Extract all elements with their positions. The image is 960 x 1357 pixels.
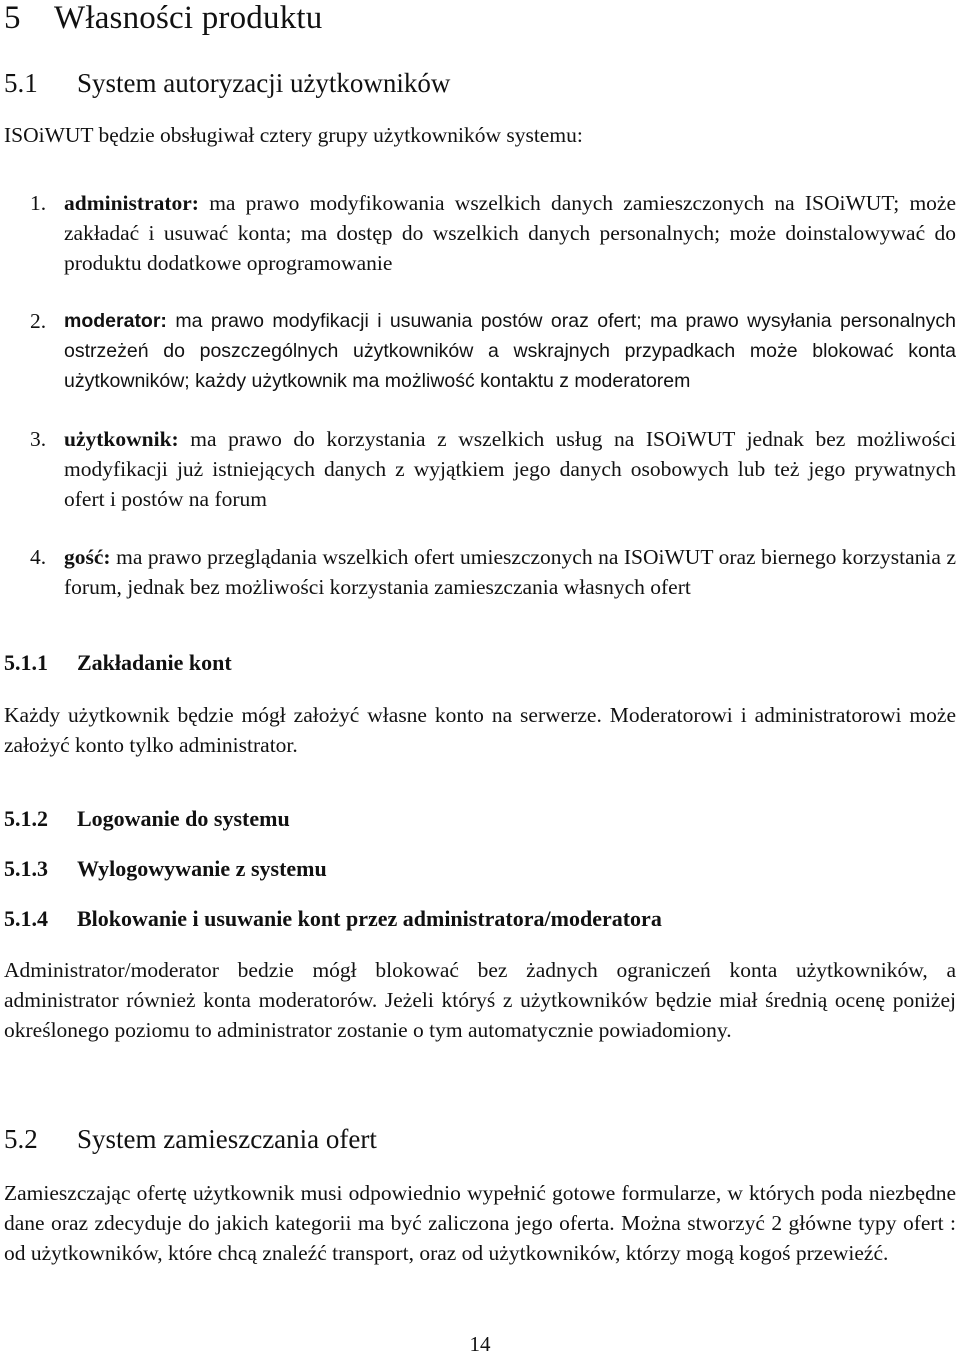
subsubsection-heading [4,906,662,932]
list-term: gość: [64,545,111,569]
list-marker: 4. [30,545,47,569]
subsubsection-heading [4,856,327,882]
subsubsection-title: Wylogowywanie z systemu [77,856,327,881]
intro-paragraph: ISOiWUT będzie obsługiwał cztery grupy użytkowników systemu: [4,123,583,147]
paragraph: Każdy użytkownik będzie mógł założyć własne konto na serwerze. Moderatorowi i administratorowi może założyć konto tylko administrator. [4,703,956,757]
subsection-title: System zamieszczania ofert [77,1124,377,1154]
list-item [4,424,956,514]
list-text: ma prawo przeglądania wszelkich ofert umieszczonych na ISOiWUT oraz biernego korzystania z forum, jednak bez możliwości korzystania zamieszczania własnych ofert [64,545,956,599]
section-number: 5 [4,0,21,36]
subsubsection-title: Blokowanie i usuwanie kont przez administratora/moderatora [77,906,662,931]
subsubsection-title: Zakładanie kont [77,650,232,675]
subsubsection-number: 5.1.1 [4,650,48,675]
subsubsection-heading [4,806,290,832]
list-text: ma prawo modyfikowania wszelkich danych zamieszczonych na ISOiWUT; może zakładać i usuwać konta; ma dostęp do wszelkich danych personalnych; może doinstalowywać do produktu dodatkowe oprogramowanie [64,191,957,275]
list-item [4,188,956,278]
page-number: 14 [469,1332,491,1356]
section-title: Własności produktu [54,0,323,36]
subsubsection-number: 5.1.3 [4,856,48,881]
subsection-heading [4,1124,377,1155]
list-marker: 2. [30,309,47,333]
list-item [4,306,956,396]
subsection-number: 5.1 [4,68,38,98]
list-item [4,542,956,602]
subsection-heading [4,68,450,99]
subsection-title: System autoryzacji użytkowników [77,68,451,98]
subsubsection-number: 5.1.2 [4,806,48,831]
paragraph: Zamieszczając ofertę użytkownik musi odpowiednio wypełnić gotowe formularze, w których poda niezbędne dane oraz zdecyduje do jakich kategorii ma być zaliczona jego oferta. Można stworzyć 2 główne typy ofert : od użytkowników, które chcą znaleźć transport, oraz od użytkowników, którzy mogą kogoś przewieźć. [4,1181,956,1265]
list-term: użytkownik: [64,427,179,451]
subsubsection-heading [4,650,232,676]
subsubsection-number: 5.1.4 [4,906,48,931]
list-marker: 1. [30,191,47,215]
list-text: ma prawo modyfikacji i usuwania postów oraz ofert; ma prawo wysyłania personalnych ostrzeżeń do poszczególnych użytkowników a wskrajnych przypadkach może blokować konta użytkowników; każdy użytkownik ma możliwość kontaktu z moderatorem [64,310,956,392]
list-term: administrator: [64,191,199,215]
list-term: moderator: [64,310,167,332]
paragraph: Administrator/moderator bedzie mógł blokować bez żadnych ograniczeń konta użytkowników, a administrator również konta moderatorów. Jeżeli któryś z użytkowników będzie miał średnią ocenę poniżej określonego poziomu to administrator zostanie o tym automatycznie powiadomiony. [4,958,956,1042]
subsubsection-title: Logowanie do systemu [77,806,290,831]
subsection-number: 5.2 [4,1124,38,1154]
list-text: ma prawo do korzystania z wszelkich usług na ISOiWUT jednak bez możliwości modyfikacji już istniejących danych z wyjątkiem jego danych osobowych lub też jego prywatnych ofert i postów na forum [64,427,956,511]
section-heading [4,0,322,37]
list-marker: 3. [30,427,47,451]
